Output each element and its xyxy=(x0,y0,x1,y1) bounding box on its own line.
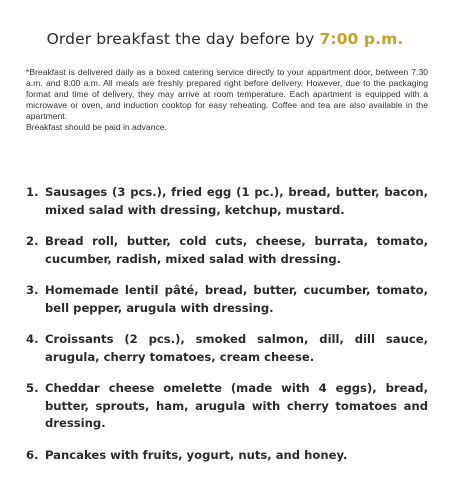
breakfast-option-1 xyxy=(26,184,428,219)
option-number: 1. xyxy=(26,185,39,199)
title-order-time: 7:00 p.m. xyxy=(319,30,404,48)
option-number: 6. xyxy=(26,447,39,462)
option-number: 3. xyxy=(26,283,39,297)
breakfast-option-4 xyxy=(26,331,428,366)
option-description: Homemade lentil pâté, bread, butter, cucumber, tomato, bell pepper, arugula with dressing. xyxy=(45,283,428,315)
payment-note: Breakfast should be paid in advance. xyxy=(26,122,167,132)
option-number: 2. xyxy=(26,234,39,248)
delivery-note xyxy=(26,67,428,133)
delivery-note-body: *Breakfast is delivered daily as a boxed catering service directly to your appartment door, between 7:30 a.m. and 8:00 a.m. All meals are freshly prepared right before delivery. However, due to the packaging format and time of delivery, they may arrive at room temperature. Each apartment is equipped with a microwave or oven, and induction cooktop for easy reheating. Coffee and tea are also available in the apartment. xyxy=(26,67,428,121)
title-prefix: Order breakfast the day before by xyxy=(46,30,315,48)
option-description: Croissants (2 pcs.), smoked salmon, dill, dill sauce, arugula, cherry tomatoes, cream cheese. xyxy=(45,332,428,364)
page-title xyxy=(0,30,450,48)
option-description: Pancakes with fruits, yogurt, nuts, and honey. xyxy=(45,447,348,462)
option-description: Sausages (3 pcs.), fried egg (1 pc.), bread, butter, bacon, mixed salad with dressing, ketchup, mustard. xyxy=(45,185,428,217)
breakfast-options-list xyxy=(26,184,428,478)
option-description: Bread roll, butter, cold cuts, cheese, burrata, tomato, cucumber, radish, mixed salad with dressing. xyxy=(45,234,428,266)
option-description: Cheddar cheese omelette (made with 4 eggs), bread, butter, sprouts, ham, arugula with cherry tomatoes and dressing. xyxy=(45,381,428,430)
breakfast-option-2 xyxy=(26,233,428,268)
breakfast-option-3 xyxy=(26,282,428,317)
breakfast-option-6 xyxy=(26,447,428,465)
breakfast-option-5 xyxy=(26,380,428,433)
option-number: 5. xyxy=(26,381,39,395)
option-number: 4. xyxy=(26,332,39,346)
